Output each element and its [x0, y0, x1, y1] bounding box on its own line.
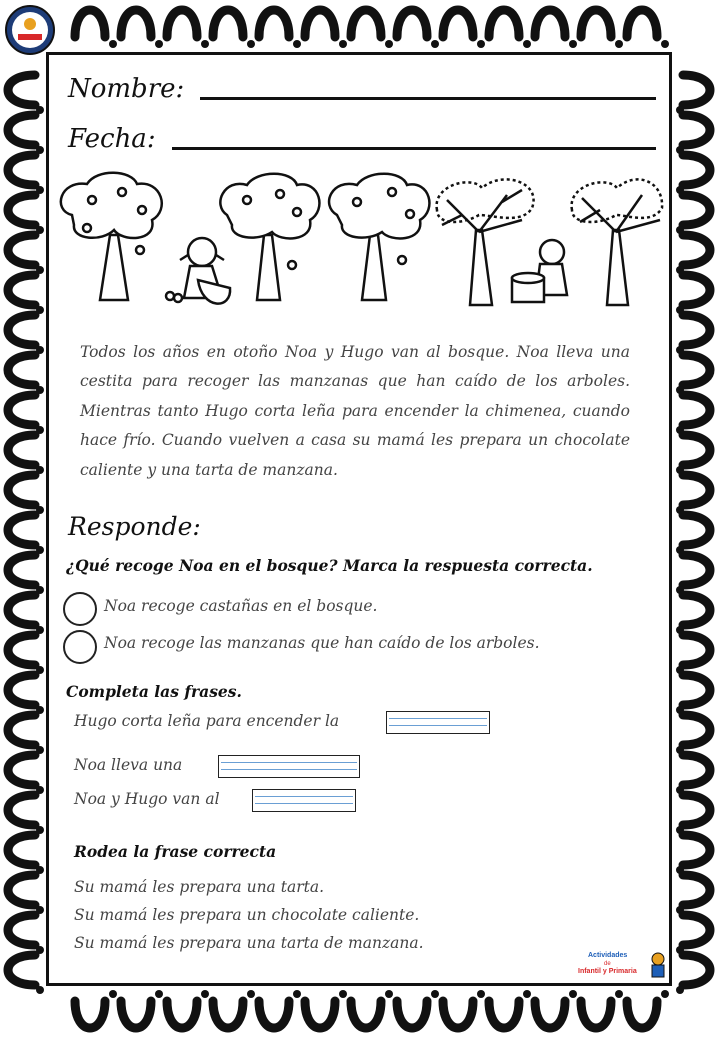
responde-heading: Responde: [68, 512, 201, 541]
publisher-logo [578, 952, 668, 982]
option2-text: Noa recoge las manzanas que han caído de los arboles. [104, 634, 540, 652]
girl-picking-apples-icon [166, 238, 230, 304]
apple-tree-icon [61, 173, 162, 300]
logo-line2: de [604, 961, 611, 967]
forest-illustration [52, 170, 668, 315]
bare-tree-icon [572, 179, 663, 305]
circle-option-1[interactable]: Su mamá les prepara una tarta. [74, 878, 324, 896]
fill-sentence-2: Noa lleva una [74, 756, 183, 774]
name-label: Nombre: [68, 74, 185, 104]
fill-answer-2[interactable] [218, 755, 360, 778]
date-field[interactable] [172, 147, 656, 150]
name-field[interactable] [200, 97, 656, 100]
apple-tree-icon [220, 174, 319, 300]
circle-option-3[interactable]: Su mamá les prepara una tarta de manzana. [74, 934, 424, 952]
reading-passage: Todos los años en otoño Noa y Hugo van al bosque. Noa lleva una cestita para recoger las manzanas que han caído de los arboles. Mientras tanto Hugo corta leña para encender la chimenea, cuando hace frío. Cuando vuelven a casa su mamá les prepara un chocolate caliente y una tarta de manzana. [80, 343, 630, 479]
question3-prompt: Rodea la frase correcta [74, 842, 277, 861]
corner-logo-icon [4, 4, 56, 56]
logo-line3: Infantil y Primaria [578, 968, 637, 975]
fill-answer-3[interactable] [252, 789, 356, 812]
option2-checkbox[interactable] [63, 630, 97, 664]
logo-line1: Actividades [588, 952, 628, 959]
date-label: Fecha: [68, 124, 156, 154]
option1-checkbox[interactable] [63, 592, 97, 626]
fill-sentence-3: Noa y Hugo van al [74, 790, 220, 808]
apple-tree-icon [329, 174, 429, 300]
question2-prompt: Completa las frases. [66, 682, 242, 701]
circle-option-2[interactable]: Su mamá les prepara un chocolate caliente. [74, 906, 420, 924]
logo-badge-icon [648, 952, 668, 980]
boy-chopping-wood-icon [512, 240, 567, 302]
option1-text: Noa recoge castañas en el bosque. [104, 597, 378, 615]
question1-prompt: ¿Qué recoge Noa en el bosque? Marca la respuesta correcta. [66, 556, 593, 575]
fill-answer-1[interactable] [386, 711, 490, 734]
fill-sentence-1: Hugo corta leña para encender la [74, 712, 340, 730]
